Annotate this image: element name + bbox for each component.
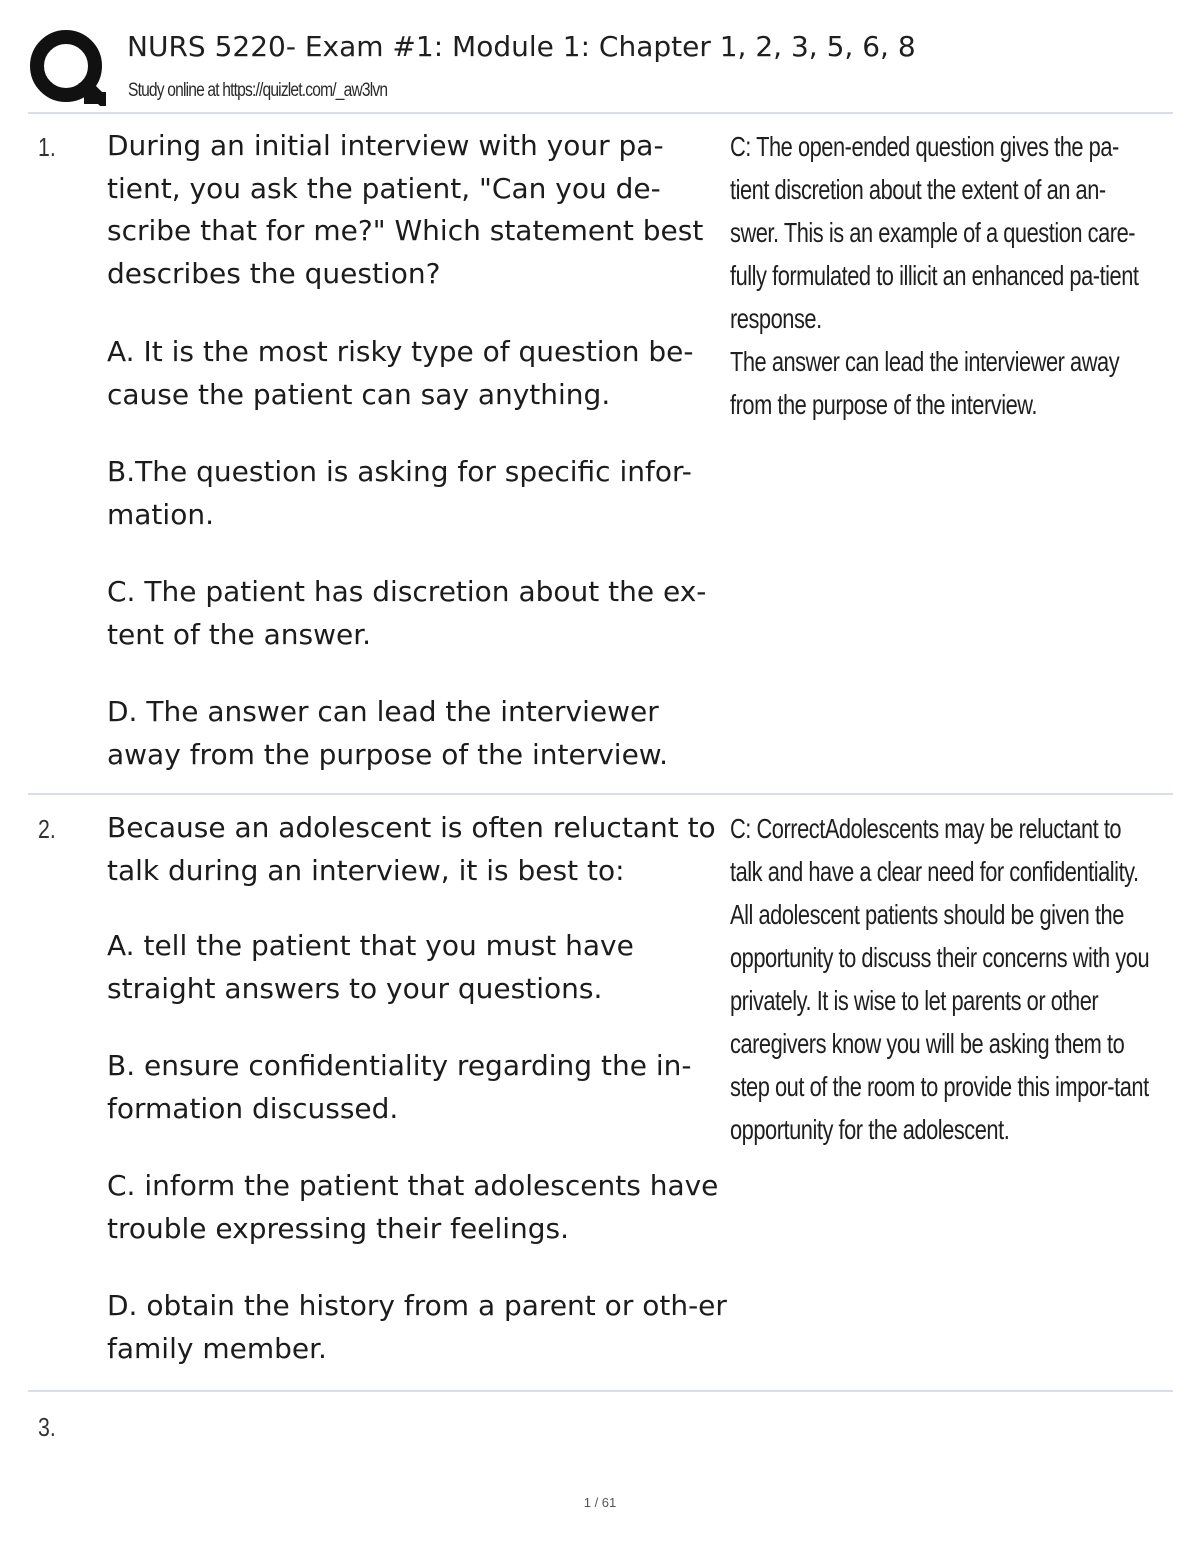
card-number: 1. (38, 132, 56, 162)
option-a: A. It is the most risky type of question be-cause the patient can say anything. (107, 335, 694, 411)
answer-explanation: C: The open-ended question gives the pa-tient discretion about the extent of an an-swer. This is an example of a question care-fully formulated to illicit an enhanced pa-tient response. (730, 131, 1139, 334)
option-a: A. tell the patient that you must have straight answers to your questions. (107, 929, 634, 1005)
divider (28, 1390, 1173, 1392)
question-stem: Because an adolescent is often reluctant to talk during an interview, it is best to: (107, 811, 716, 887)
option-b: B. ensure confidentiality regarding the in-formation discussed. (107, 1049, 692, 1125)
option-c: C. The patient has discretion about the ex-tent of the answer. (107, 575, 707, 651)
card-number: 2. (38, 814, 56, 844)
option-b: B.The question is asking for specific infor-mation. (107, 455, 692, 531)
study-online-link[interactable]: Study online at https://quizlet.com/_aw3lvn (128, 80, 388, 101)
answer-explanation: C: CorrectAdolescents may be reluctant to talk and have a clear need for confidentiality. All adolescent patients should be given the opportunity to discuss their concerns with you privately. It is wise to let parents or other caregivers know you will be asking them to step out of the room to provide this impor-tant opportunity for the adolescent. (730, 813, 1150, 1145)
divider (28, 793, 1173, 795)
question-stem: During an initial interview with your pa-tient, you ask the patient, "Can you de-scribe that for me?" Which statement best describes the question? (107, 129, 704, 290)
answer (730, 125, 1151, 426)
option-d: D. The answer can lead the interviewer away from the purpose of the interview. (107, 695, 669, 771)
card-number: 3. (38, 1412, 56, 1442)
question (107, 125, 727, 811)
quizlet-logo-icon (30, 30, 106, 106)
divider (28, 112, 1173, 114)
question (107, 807, 727, 1405)
option-c: C. inform the patient that adolescents have trouble expressing their feelings. (107, 1169, 719, 1245)
option-d: D. obtain the history from a parent or oth-er family member. (107, 1289, 727, 1365)
page-header (0, 0, 1200, 112)
document-title: NURS 5220- Exam #1: Module 1: Chapter 1, 2, 3, 5, 6, 8 (127, 30, 916, 63)
page-number: 1 / 61 (583, 1495, 617, 1510)
answer (730, 807, 1151, 1151)
answer-note: The answer can lead the interviewer away from the purpose of the interview. (730, 346, 1120, 420)
